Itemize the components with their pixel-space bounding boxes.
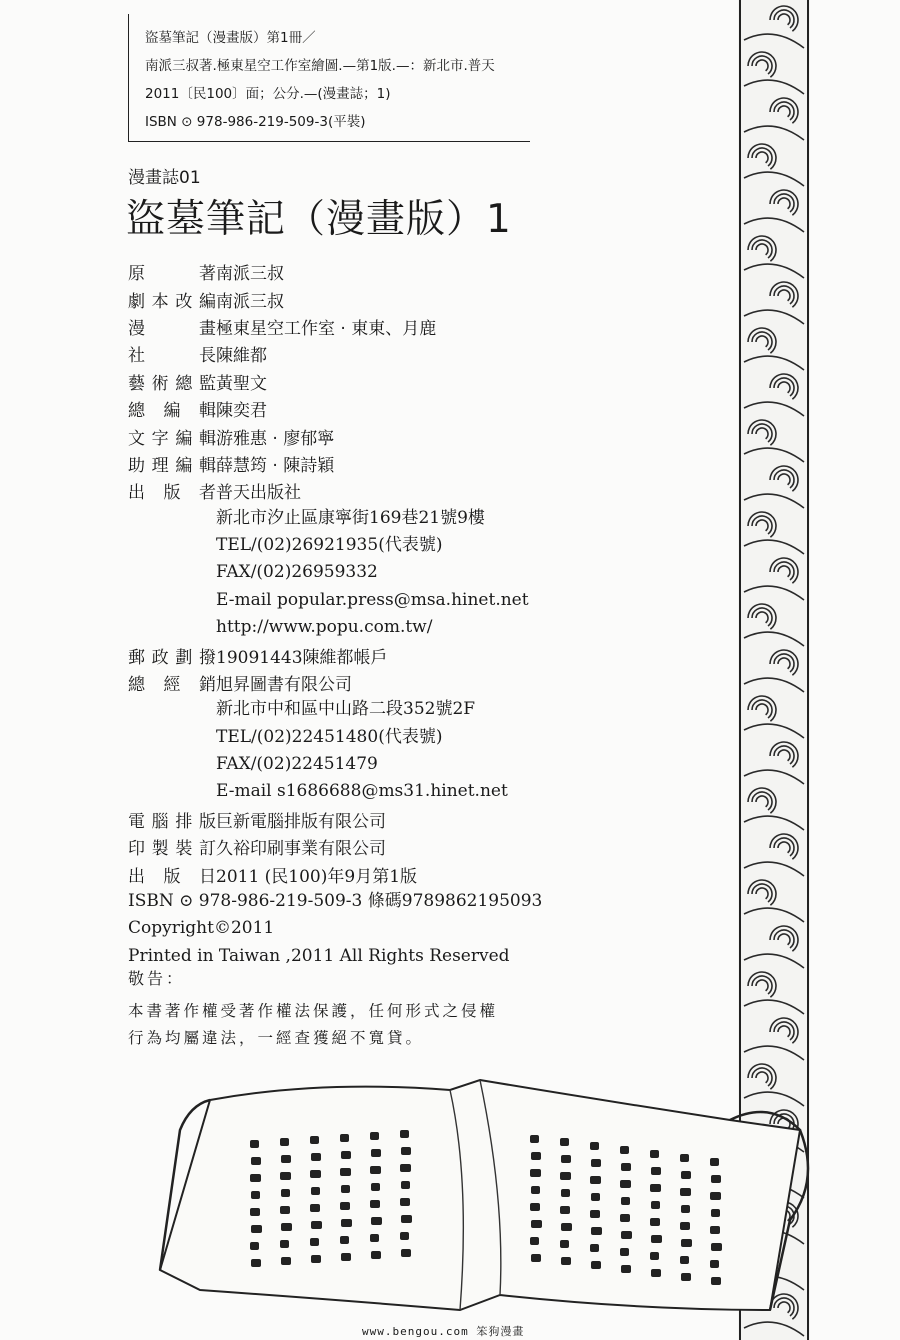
notice-line: 行為均屬違法，一經查獲絕不寬貸。 — [128, 1029, 425, 1047]
credit-label: 總編輯 — [128, 401, 216, 422]
credit-row — [128, 340, 548, 367]
copyright-line: Copyright©2011 — [128, 918, 275, 939]
credit-value: 巨新電腦排版有限公司 — [216, 812, 386, 832]
cip-line: 盜墓筆記（漫畫版）第1冊／ — [145, 30, 316, 46]
credit-label: 漫畫 — [128, 318, 216, 339]
distributor-row — [128, 669, 548, 696]
credit-row — [128, 477, 548, 504]
postal-row — [128, 641, 548, 668]
credit-label: 文字編輯 — [128, 428, 216, 449]
credit-value: 久裕印刷事業有限公司 — [216, 839, 386, 860]
credit-value: 極東星空工作室 · 東東、月鹿 — [216, 318, 437, 339]
publisher-address: 新北市汐止區康寧街169巷21號9樓 — [216, 507, 485, 528]
distributor-address: 新北市中和區中山路二段352號2F — [216, 699, 476, 720]
publisher-tel: TEL/(02)26921935(代表號) — [216, 534, 443, 555]
credit-value: 南派三叔 — [216, 264, 284, 285]
notice-text — [128, 998, 528, 1052]
credit-label: 出版日 — [128, 866, 216, 887]
credit-label: 劇本改編 — [128, 291, 216, 312]
distributor-fax: FAX/(02)22451479 — [216, 754, 378, 775]
credit-row — [128, 313, 548, 340]
publisher-email: E-mail popular.press@msa.hinet.net — [216, 589, 529, 610]
cip-line: 2011〔民100〕面；公分.—(漫畫誌；1) — [145, 86, 391, 102]
credits-list — [128, 258, 548, 970]
credit-row — [128, 368, 548, 395]
site-watermark: www.bengou.com 笨狗漫畫 — [362, 1325, 525, 1338]
distributor-email: E-mail s1686688@ms31.hinet.net — [216, 781, 508, 802]
distributor-tel: TEL/(02)22451480(代表號) — [216, 726, 443, 747]
credit-label: 助理編輯 — [128, 455, 216, 476]
notice-title: 敬告： — [128, 969, 186, 988]
credit-value: 普天出版社 — [216, 483, 301, 504]
distributor-value: 旭昇圖書有限公司 — [216, 675, 352, 696]
series-label: 漫畫誌01 — [128, 168, 201, 188]
printed-line: Printed in Taiwan ,2011 All Rights Reserved — [128, 945, 510, 966]
cip-box — [128, 14, 530, 142]
cip-line: 南派三叔著.極東星空工作室繪圖.—第1版.—：新北市.普天 — [145, 58, 495, 74]
credit-label: 藝術總監 — [128, 373, 216, 394]
notice-line: 本書著作權受著作權法保護，任何形式之侵權 — [128, 1002, 499, 1020]
credit-row — [128, 285, 548, 312]
book-title: 盜墓筆記（漫畫版）1 — [126, 197, 512, 242]
credit-value: 陳奕君 — [216, 401, 267, 422]
postal-label: 郵政劃撥 — [128, 647, 216, 668]
publisher-info — [128, 505, 548, 642]
credit-row — [128, 258, 548, 285]
credit-row — [128, 861, 548, 888]
credit-label: 電腦排版 — [128, 812, 216, 832]
credit-label: 原著 — [128, 264, 216, 285]
cip-line: ISBN ⊙ 978-986-219-509-3(平裝) — [145, 114, 366, 130]
credit-value: 2011 (民100)年9月第1版 — [216, 866, 418, 887]
credit-row — [128, 422, 548, 449]
credit-label: 印製裝訂 — [128, 839, 216, 860]
credit-label: 社長 — [128, 346, 216, 367]
publisher-website: http://www.popu.com.tw/ — [216, 617, 433, 638]
credit-row — [128, 395, 548, 422]
credit-label: 出版者 — [128, 483, 216, 504]
distributor-label: 總經銷 — [128, 675, 216, 696]
publisher-fax: FAX/(02)26959332 — [216, 562, 378, 583]
isbn-line: ISBN ⊙ 978-986-219-509-3 條碼9789862195093 — [128, 890, 543, 911]
credit-row — [128, 450, 548, 477]
credit-value: 游雅惠 · 廖郁寧 — [216, 428, 335, 449]
postal-value: 19091443陳維都帳戶 — [216, 647, 388, 668]
credit-value: 陳維都 — [216, 346, 267, 367]
credit-value: 黃聖文 — [216, 373, 267, 394]
credit-row — [128, 806, 548, 833]
distributor-info — [128, 696, 548, 806]
ancient-scroll-illustration-icon — [120, 1060, 820, 1320]
credit-value: 南派三叔 — [216, 291, 284, 312]
credit-row — [128, 833, 548, 860]
credit-value: 薛慧筠 · 陳詩穎 — [216, 455, 335, 476]
